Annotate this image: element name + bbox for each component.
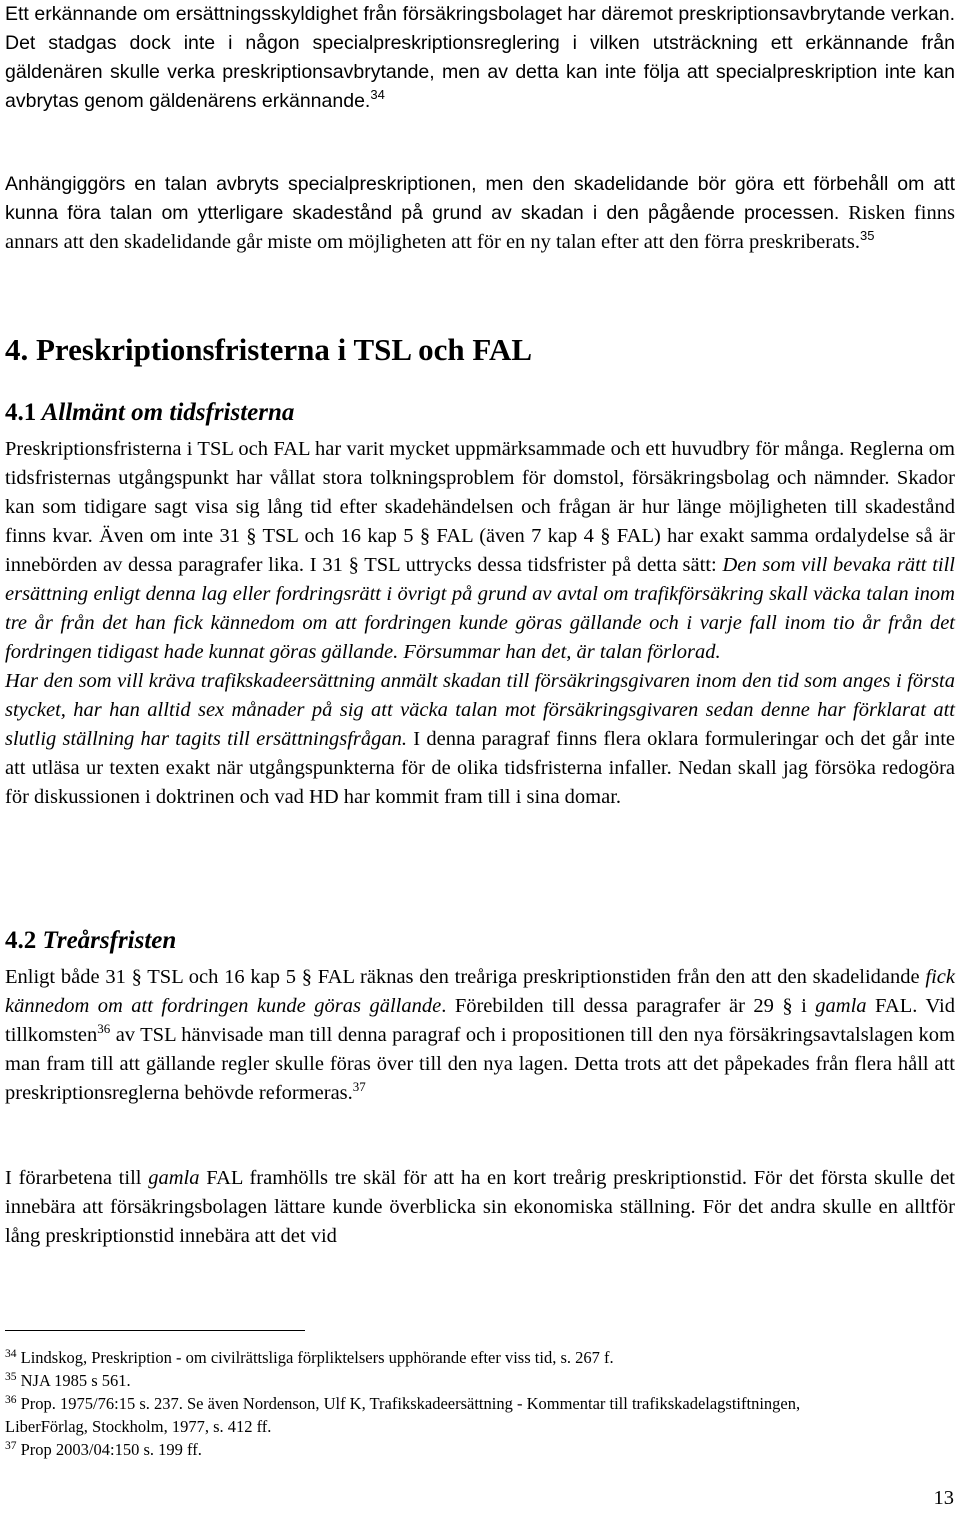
footnote-text: NJA 1985 s 561. [16,1371,131,1390]
footnote-text: Lindskog, Preskription - om civilrättsliga förpliktelsers upphörande efter viss tid, s. 267 f. [16,1348,614,1367]
footnote-number: 36 [5,1394,17,1406]
footnote-37 [5,1438,955,1461]
subsection-heading-4-2 [5,924,176,958]
paragraph-text: I förarbetena till [5,1167,149,1189]
subsection-title: Allmänt om tidsfristerna [36,399,295,426]
paragraph-forarbetena [5,1164,955,1251]
footnote-ref-36[interactable]: 36 [97,1021,111,1036]
footnote-35 [5,1369,955,1392]
italic-word-gamla: gamla [815,995,867,1017]
paragraph-text-risken: Risken finns annars att den skadelidande går miste om möjligheten att för en ny talan efter att den förra preskriberats. [5,202,955,253]
quoted-phrase: fick kännedom om att fordringen kunde göras gällande [5,966,955,1017]
paragraph-text: Anhängiggörs en talan avbryts specialpreskriptionen, men den skadelidande bör göra ett förbehåll om att kunna föra talan om ytterligare skadestånd på grund av skadan i den pågående processen. [5,173,955,224]
quoted-law-text-2: Har den som vill kräva trafikskadeersättning anmält skadan till försäkringsgivaren inom den tid som anges i första stycket, har han alltid sex månader på sig att väcka talan mot försäkringsgivaren sedan denne har förklarat att slutlig ställning har tagits till ersättningsfrågan. [5,670,955,750]
paragraph-text: FAL. Vid tillkomsten [5,995,956,1046]
paragraph-preskriptionsfristerna [5,435,955,812]
footnote-36 [5,1392,805,1438]
footnote-ref-34[interactable]: 34 [370,87,385,102]
footnote-ref-35[interactable]: 35 [859,228,875,243]
paragraph-text: Ett erkännande om ersättningsskyldighet från försäkringsbolaget har däremot preskriptionsavbrytande verkan. Det stadgas dock inte i någon specialpreskriptionsreglering i vilken utsträckning ett erkännande från gäldenären skulle verka preskriptionsavbrytande, men av detta kan inte följa att specialpreskription inte kan avbrytas genom gäldenärens erkännande. [5,3,955,112]
quoted-law-text-1: Den som vill bevaka rätt till ersättning enligt denna lag eller fordringsrätt i övrigt på grund av avtal om trafikförsäkring skall väcka talan inom tre år från det han fick kännedom om att fordringen kunde göras gällande och i varje fall inom tio år från det fordringen tidigast hade kunnat göras gällande. Försummar han det, är talan förlorad. [5,554,955,663]
paragraph-text: av TSL hänvisade man till denna paragraf och i propositionen till den nya försäkringsavtalslagen kom man fram till att gällande regler skulle föras över till den nya lagen. Detta trots att det påpekades från flera håll att preskriptionsreglerna behövde reformeras. [5,1024,955,1104]
footnote-ref-37[interactable]: 37 [352,1079,366,1094]
footnotes [5,1346,955,1461]
paragraph-anhangiggors [5,170,955,257]
paragraph-erkannande [5,0,955,116]
page-number: 13 [933,1487,954,1509]
paragraph-text: . Förebilden till dessa paragrafer är 29 § i [441,995,816,1017]
footnote-text: Prop 2003/04:150 s. 199 ff. [16,1440,202,1459]
paragraph-text: Enligt både 31 § TSL och 16 kap 5 § FAL räknas den treåriga preskriptionstiden från den att den skadelidande [5,966,926,988]
subsection-heading-4-1 [5,396,294,430]
paragraph-text: Preskriptionsfristerna i TSL och FAL har varit mycket uppmärksammade och ett huvudbry för många. Reglerna om tidsfristernas utgångspunkt har vållat stora tolkningsproblem för domstol, försäkringsbolag och nämnder. Skador kan som tidigare sagt visa sig lång tid efter skadehändelsen och frågan är hur länge möjligheten till skadestånd finns kvar. Även om inte 31 § TSL och 16 kap 5 § FAL (även 7 kap 4 § FAL) har exakt samma ordalydelse så är innebörden av dessa paragrafer lika. I 31 § TSL uttrycks dessa tidsfrister på detta sätt: [5,438,955,576]
italic-word-gamla: gamla [148,1167,200,1189]
paragraph-text: FAL framhölls tre skäl för att ha en kort treårig preskriptionstid. För det första skulle det innebära att försäkringsbolagen lättare kunde överblicka sin ekonomiska ställning. För det andra skulle en alltför lång preskriptionstid innebära att det vid [5,1167,955,1247]
footnote-number: 37 [5,1440,17,1452]
footnote-number: 35 [5,1371,17,1383]
section-heading-4: 4. Preskriptionsfristerna i TSL och FAL [5,332,533,367]
footnote-number: 34 [5,1348,17,1360]
subsection-number: 4.1 [5,399,37,426]
paragraph-text-continued: I denna paragraf finns flera oklara formuleringar och det går inte att utläsa ur texten exakt när utgångspunkterna för de olika tidsfristerna infaller. Nedan skall jag försöka redogöra för diskussionen i doktrinen och vad HD har kommit fram till i sina domar. [5,728,956,808]
footnote-separator [5,1330,305,1331]
subsection-title: Treårsfristen [36,927,177,954]
footnote-text: Prop. 1975/76:15 s. 237. Se även Nordenson, Ulf K, Trafikskadeersättning - Kommentar till trafikskadelagstiftningen, LiberFörlag, Stockholm, 1977, s. 412 ff. [5,1394,801,1436]
footnote-34 [5,1346,955,1369]
paragraph-treariga [5,963,955,1108]
subsection-number: 4.2 [5,927,37,954]
